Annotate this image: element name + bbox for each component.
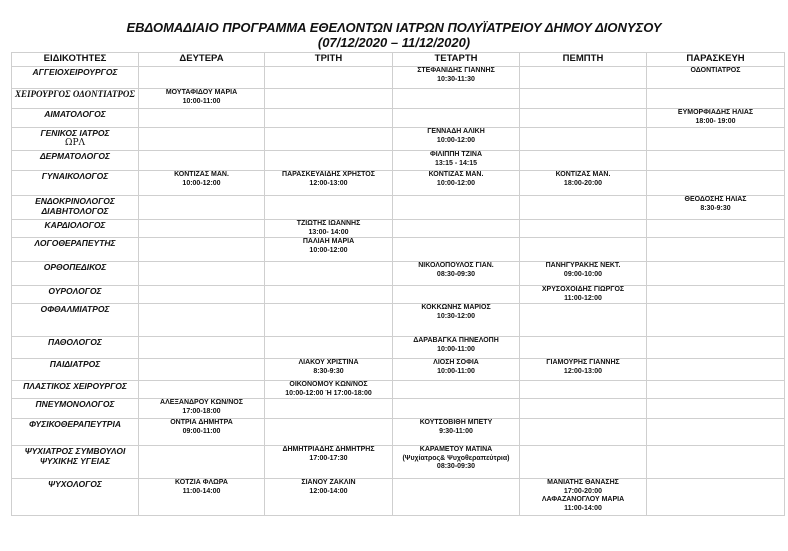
- day-cell: [393, 286, 520, 304]
- day-cell: [393, 220, 520, 238]
- day-cell: [647, 446, 785, 479]
- table-row: [12, 286, 785, 304]
- document-title: [0, 20, 788, 50]
- day-cell: [520, 262, 647, 286]
- column-header: ΔΕΥΤΕΡΑ: [139, 53, 265, 67]
- day-cell: [647, 151, 785, 171]
- day-cell: [393, 128, 520, 151]
- time-slot: 10:00-11:00: [182, 97, 221, 105]
- time-slot: 10:00-12:00: [436, 136, 476, 144]
- time-slot: 11:00-12:00: [564, 294, 602, 302]
- day-cell: [520, 238, 647, 262]
- specialty-label: ΟΡΘΟΠΕΔΙΚΟΣ: [43, 262, 107, 272]
- time-slot: 10:00-12:00: [309, 246, 348, 254]
- day-cell: [647, 479, 785, 516]
- day-cell: [265, 286, 393, 304]
- doctor-name: ΚΟΚΚΩΝΗΣ ΜΑΡΙΟΣ: [421, 304, 491, 311]
- specialty-cell: [12, 67, 139, 89]
- day-cell: [265, 304, 393, 337]
- time-slot: 08:30-09:30: [436, 463, 476, 470]
- time-slot: 12:00-14:00: [309, 487, 348, 495]
- day-cell: [393, 446, 520, 479]
- doctor-name: ΓΙΑΜΟΥΡΗΣ ΓΙΑΝΝΗΣ: [546, 359, 620, 366]
- doctor-name: ΝΙΚΟΛΟΠΟΥΛΟΣ ΓΙΑΝ.: [418, 262, 494, 269]
- doctor-name: ΟΝΤΡΙΑ ΔΗΜΗΤΡΑ: [170, 419, 233, 426]
- time-slot: 09:00-10:00: [563, 270, 603, 278]
- day-cell: [520, 109, 647, 128]
- table-row: [12, 196, 785, 220]
- table-row: [12, 419, 785, 446]
- day-cell: [265, 109, 393, 128]
- specialty-label: ΟΦΘΑΛΜΙΑΤΡΟΣ: [40, 304, 110, 314]
- doctor-name: ΚΟΥΤΣΟΒΙΘΗ ΜΠΕΤΥ: [419, 419, 493, 426]
- day-cell: [393, 262, 520, 286]
- doctor-name: ΛΙΟΣΗ ΣΟΦΙΑ: [433, 359, 479, 366]
- table-row: [12, 337, 785, 359]
- doctor-name: ΚΟΤΖΙΑ ΦΛΩΡΑ: [175, 479, 228, 486]
- time-slot: 11:00-14:00: [564, 504, 602, 512]
- doctor-name: ΘΕΟΔΟΣΗΣ ΗΛΙΑΣ: [684, 196, 747, 203]
- day-cell: [520, 171, 647, 196]
- table-row: [12, 304, 785, 337]
- table-row: [12, 399, 785, 419]
- day-cell: [647, 238, 785, 262]
- day-cell: [265, 196, 393, 220]
- day-cell: [520, 399, 647, 419]
- time-slot: 8:30-9:30: [313, 367, 344, 375]
- specialty-cell: [12, 238, 139, 262]
- time-slot: 17:00-20:00: [563, 487, 603, 495]
- day-cell: [647, 399, 785, 419]
- specialty-cell: [12, 419, 139, 446]
- specialty-cell: [12, 89, 139, 109]
- day-cell: [139, 359, 265, 381]
- day-cell: [520, 419, 647, 446]
- day-cell: [647, 304, 785, 337]
- day-cell: [265, 151, 393, 171]
- day-cell: [520, 151, 647, 171]
- doctor-name: ΟΔΟΝΤΙΑΤΡΟΣ: [690, 67, 741, 74]
- specialty-cell: [12, 479, 139, 516]
- title-text: ΕΒΔΟΜΑΔΙΑΙΟ ΠΡΟΓΡΑΜΜΑ ΕΘΕΛΟΝΤΩΝ ΙΑΤΡΩΝ ΠΟΛΥΪΑΤΡΕΙΟΥ ΔΗΜΟΥ ΔΙΟΝΥΣΟΥ: [126, 20, 662, 35]
- day-cell: [139, 220, 265, 238]
- time-slot: 10:00-12:00: [182, 179, 221, 187]
- day-cell: [520, 337, 647, 359]
- day-cell: [139, 238, 265, 262]
- day-cell: [520, 89, 647, 109]
- time-slot: 08:30-09:30: [436, 270, 476, 278]
- column-header: ΤΕΤΑΡΤΗ: [393, 53, 520, 67]
- specialty-cell: [12, 304, 139, 337]
- day-cell: [265, 67, 393, 89]
- specialty-cell: [12, 381, 139, 399]
- day-cell: [265, 337, 393, 359]
- day-cell: [647, 171, 785, 196]
- day-cell: [393, 171, 520, 196]
- table-row: [12, 359, 785, 381]
- time-slot: 12:00-13:00: [563, 367, 603, 375]
- day-cell: [520, 67, 647, 89]
- column-header: ΠΑΡΑΣΚΕΥΗ: [647, 53, 785, 67]
- day-cell: [647, 262, 785, 286]
- time-slot: 9:30-11:00: [439, 427, 473, 435]
- specialty-cell: [12, 286, 139, 304]
- table-row: [12, 479, 785, 516]
- time-slot: 11:00-14:00: [182, 487, 221, 495]
- time-slot: 13:00- 14:00: [308, 228, 349, 236]
- time-slot: 12:00-13:00: [309, 179, 348, 187]
- time-slot: 13:15 - 14:15: [434, 159, 478, 167]
- doctor-name: ΜΟΥΤΑΦΙΔΟΥ ΜΑΡΙΑ: [165, 89, 238, 96]
- column-header: ΕΙΔΙΚΟΤΗΤΕΣ: [12, 53, 139, 67]
- schedule-table: [11, 52, 785, 516]
- time-slot: 09:00-11:00: [182, 427, 221, 435]
- day-cell: [647, 109, 785, 128]
- schedule-body: [12, 67, 785, 516]
- day-cell: [520, 128, 647, 151]
- day-cell: [265, 128, 393, 151]
- time-slot: 10:30-12:00: [436, 312, 476, 320]
- day-cell: [265, 419, 393, 446]
- day-cell: [520, 446, 647, 479]
- specialty-label: ΚΑΡΔΙΟΛΟΓΟΣ: [44, 220, 106, 230]
- date-range: (07/12/2020 – 11/12/2020): [317, 35, 471, 50]
- day-cell: [265, 399, 393, 419]
- day-cell: [647, 381, 785, 399]
- day-cell: [265, 238, 393, 262]
- column-header: ΠΕΜΠΤΗ: [520, 53, 647, 67]
- day-cell: [139, 196, 265, 220]
- day-cell: [393, 399, 520, 419]
- day-cell: [393, 304, 520, 337]
- day-cell: [265, 262, 393, 286]
- day-cell: [139, 304, 265, 337]
- day-cell: [393, 67, 520, 89]
- day-cell: [139, 109, 265, 128]
- doctor-name: ΠΑΡΑΣΚΕΥΑΙΔΗΣ ΧΡΗΣΤΟΣ: [282, 171, 375, 178]
- doctor-name: ΔΗΜΗΤΡΙΑΔΗΣ ΔΗΜΗΤΡΗΣ: [282, 446, 375, 453]
- day-cell: [520, 304, 647, 337]
- doctor-name: ΛΙΑΚΟΥ ΧΡΙΣΤΙΝΑ: [298, 359, 359, 366]
- doctor-name: ΚΟΝΤΙΖΑΣ ΜΑΝ.: [555, 171, 611, 178]
- doctor-name: ΚΑΡΑΜΕΤΟΥ ΜΑΤΙΝΑ: [419, 446, 493, 453]
- doctor-note: (Ψυχίατρος& Ψυχοθεραπεύτρια): [402, 454, 510, 462]
- day-cell: [393, 337, 520, 359]
- specialty-label: ΨΥΧΙΑΤΡΟΣ ΣΥΜΒΟΥΛΟΙ ΨΥΧΙΚΗΣ ΥΓΕΙΑΣ: [24, 446, 126, 466]
- doctor-name: ΔΑΡΑΒΑΓΚΑ ΠΗΝΕΛΟΠΗ: [413, 337, 499, 344]
- table-row: [12, 262, 785, 286]
- time-slot: 18:00-20:00: [563, 179, 603, 187]
- time-slot: 10:00-11:00: [437, 345, 475, 353]
- day-cell: [139, 446, 265, 479]
- time-slot: 18:00- 19:00: [695, 117, 736, 125]
- day-cell: [139, 262, 265, 286]
- day-cell: [139, 381, 265, 399]
- day-cell: [647, 128, 785, 151]
- day-cell: [520, 381, 647, 399]
- day-cell: [265, 89, 393, 109]
- specialty-label: ΓΥΝΑΙΚΟΛΟΓΟΣ: [41, 171, 109, 181]
- day-cell: [265, 171, 393, 196]
- specialty-cell: [12, 196, 139, 220]
- day-cell: [393, 196, 520, 220]
- doctor-name: ΛΑΦΑΖΑΝΟΓΛΟΥ ΜΑΡΙΑ: [541, 496, 625, 503]
- doctor-name: ΓΕΝΝΑΔΗ ΑΛΙΚΗ: [427, 128, 485, 135]
- day-cell: [139, 128, 265, 151]
- specialty-label: ΑΙΜΑΤΟΛΟΓΟΣ: [44, 109, 106, 119]
- doctor-name: ΠΑΝΗΓΥΡΑΚΗΣ ΝΕΚΤ.: [545, 262, 621, 269]
- doctor-name: ΣΤΕΦΑΝΙΔΗΣ ΓΙΑΝΝΗΣ: [417, 67, 495, 74]
- doctor-name: ΦΙΛΙΠΠΗ ΤΖΙΝΑ: [429, 151, 483, 158]
- day-cell: [520, 286, 647, 304]
- doctor-name: ΑΛΕΞΑΝΔΡΟΥ ΚΩΝ/ΝΟΣ: [160, 399, 243, 406]
- time-slot: 10:00-12:00 Ή 17:00-18:00: [285, 389, 372, 397]
- table-row: [12, 67, 785, 89]
- table-row: [12, 220, 785, 238]
- day-cell: [393, 109, 520, 128]
- table-row: [12, 151, 785, 171]
- specialty-cell: [12, 446, 139, 479]
- specialty-cell: [12, 151, 139, 171]
- day-cell: [647, 89, 785, 109]
- time-slot: 10:00-11:00: [437, 367, 475, 375]
- day-cell: [393, 381, 520, 399]
- specialty-label: ΧΕΙΡΟΥΡΓΟΣ ΟΔΟΝΤΙΑΤΡΟΣ: [15, 89, 135, 99]
- specialty-cell: [12, 109, 139, 128]
- doctor-name: ΟΙΚΟΝΟΜΟΥ ΚΩΝ/ΝΟΣ: [289, 381, 368, 388]
- time-slot: 10:30-11:30: [437, 75, 475, 83]
- table-row: [12, 381, 785, 399]
- doctor-name: ΧΡΥΣΟΧΟΙΔΗΣ ΓΙΩΡΓΟΣ: [541, 286, 625, 293]
- day-cell: [647, 67, 785, 89]
- specialty-label: ΓΕΝΙΚΟΣ ΙΑΤΡΟΣ: [40, 128, 110, 138]
- doctor-name: ΣΙΑΝΟΥ ΖΑΚΛΙΝ: [301, 479, 356, 486]
- table-row: [12, 238, 785, 262]
- day-cell: [393, 419, 520, 446]
- day-cell: [139, 479, 265, 516]
- specialty-label: ΦΥΣΙΚΟΘΕΡΑΠΕΥΤΡΙΑ: [29, 419, 121, 429]
- doctor-name: ΠΑΛΙΑΗ ΜΑΡΙΑ: [302, 238, 355, 245]
- specialty-label: ΠΛΑΣΤΙΚΟΣ ΧΕΙΡΟΥΡΓΟΣ: [23, 381, 127, 391]
- table-row: [12, 128, 785, 151]
- day-cell: [647, 337, 785, 359]
- day-cell: [265, 446, 393, 479]
- table-row: [12, 446, 785, 479]
- specialty-cell: [12, 337, 139, 359]
- day-cell: [393, 359, 520, 381]
- specialty-label: ΔΕΡΜΑΤΟΛΟΓΟΣ: [39, 151, 111, 161]
- specialty-label: ΠΑΙΔΙΑΤΡΟΣ: [49, 359, 101, 369]
- specialty-label: ΟΥΡΟΛΟΓΟΣ: [48, 286, 102, 296]
- day-cell: [139, 171, 265, 196]
- day-cell: [265, 479, 393, 516]
- table-row: [12, 171, 785, 196]
- day-cell: [139, 399, 265, 419]
- doctor-name: ΜΑΝΙΑΤΗΣ ΘΑΝΑΣΗΣ: [547, 479, 619, 486]
- table-row: [12, 109, 785, 128]
- day-cell: [393, 89, 520, 109]
- day-cell: [520, 220, 647, 238]
- specialty-label: ΠΑΘΟΛΟΓΟΣ: [48, 337, 102, 347]
- specialty-sublabel: ΩΡΛ: [64, 138, 86, 148]
- specialty-cell: [12, 171, 139, 196]
- specialty-label: ΠΝΕΥΜΟΝΟΛΟΓΟΣ: [35, 399, 115, 409]
- specialty-label: ΨΥΧΟΛΟΓΟΣ: [48, 479, 102, 489]
- day-cell: [265, 359, 393, 381]
- day-cell: [139, 286, 265, 304]
- specialty-cell: [12, 399, 139, 419]
- column-header: ΤΡΙΤΗ: [265, 53, 393, 67]
- time-slot: 10:00-12:00: [436, 179, 476, 187]
- time-slot: 17:00-17:30: [309, 454, 348, 462]
- specialty-cell: [12, 262, 139, 286]
- day-cell: [647, 419, 785, 446]
- table-row: [12, 89, 785, 109]
- specialty-cell: [12, 220, 139, 238]
- specialty-cell: [12, 128, 139, 151]
- specialty-label: ΑΓΓΕΙΟΧΕΙΡΟΥΡΓΟΣ: [32, 67, 118, 77]
- day-cell: [139, 89, 265, 109]
- doctor-name: ΤΖΙΩΤΗΣ ΙΩΑΝΝΗΣ: [296, 220, 361, 227]
- time-slot: 17:00-18:00: [182, 407, 221, 415]
- doctor-name: ΚΟΝΤΙΖΑΣ ΜΑΝ.: [428, 171, 484, 178]
- day-cell: [647, 359, 785, 381]
- day-cell: [647, 286, 785, 304]
- doctor-name: ΚΟΝΤΙΖΑΣ ΜΑΝ.: [174, 171, 229, 178]
- day-cell: [393, 238, 520, 262]
- day-cell: [139, 337, 265, 359]
- day-cell: [265, 220, 393, 238]
- specialty-cell: [12, 359, 139, 381]
- day-cell: [520, 196, 647, 220]
- day-cell: [520, 359, 647, 381]
- day-cell: [647, 196, 785, 220]
- day-cell: [139, 419, 265, 446]
- day-cell: [139, 67, 265, 89]
- specialty-label: ΕΝΔΟΚΡΙΝΟΛΟΓΟΣ ΔΙΑΒΗΤΟΛΟΓΟΣ: [35, 196, 115, 216]
- day-cell: [647, 220, 785, 238]
- doctor-name: ΕΥΜΟΡΦΙΑΔΗΣ ΗΛΙΑΣ: [677, 109, 754, 116]
- day-cell: [393, 479, 520, 516]
- day-cell: [520, 479, 647, 516]
- day-cell: [139, 151, 265, 171]
- day-cell: [265, 381, 393, 399]
- time-slot: 8:30-9:30: [700, 204, 731, 212]
- header-row: [12, 53, 785, 67]
- day-cell: [393, 151, 520, 171]
- specialty-label: ΛΟΓΟΘΕΡΑΠΕΥΤΗΣ: [34, 238, 116, 248]
